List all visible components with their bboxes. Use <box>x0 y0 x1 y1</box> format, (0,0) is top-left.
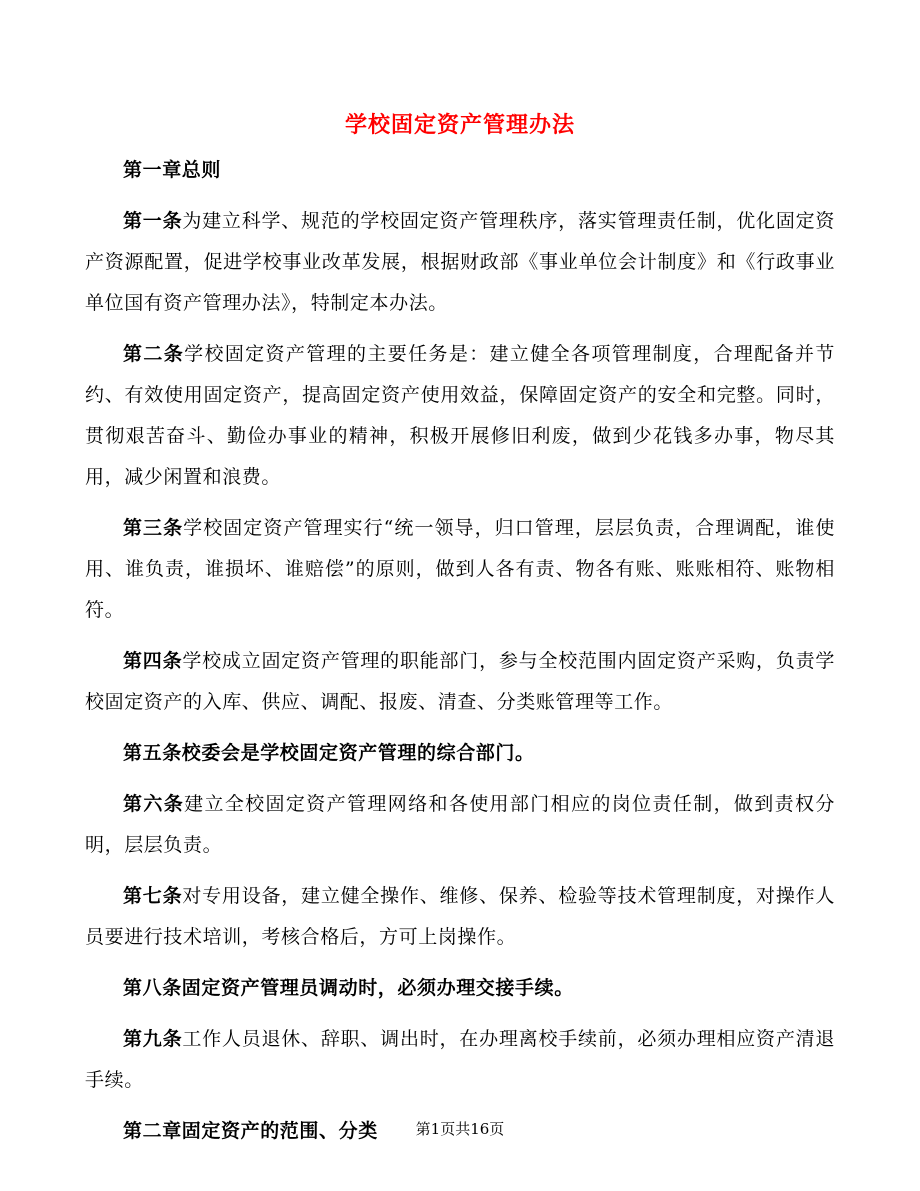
article-text: 为建立科学、规范的学校固定资产管理秩序，落实管理责任制，优化固定资产资源配置，促进学校事业改革发展，根据财政部《事业单位会计制度》和《行政事业单位国有资产管理办法》，特制定本办法。 <box>85 210 835 314</box>
article-text: 学校固定资产管理的主要任务是：建立健全各项管理制度，合理配备并节约、有效使用固定资产，提高固定资产使用效益，保障固定资产的安全和完整。同时，贯彻艰苦奋斗、勤俭办事业的精神，积极开展修旧利废，做到少花钱多办事，物尽其用，减少闲置和浪费。 <box>85 343 835 488</box>
article-label: 第七条 <box>123 885 183 907</box>
article-4 <box>85 641 835 723</box>
article-label: 第六条 <box>123 793 185 815</box>
article-text: 对专用设备，建立健全操作、维修、保养、检验等技术管理制度，对操作人员要进行技术培训，考核合格后，方可上岗操作。 <box>85 885 835 948</box>
article-2 <box>85 334 835 498</box>
article-9 <box>85 1019 835 1101</box>
article-label: 第二条 <box>123 343 185 365</box>
article-label: 第九条 <box>123 1028 183 1050</box>
article-text: 建立全校固定资产管理网络和各使用部门相应的岗位责任制，做到责权分明，层层负责。 <box>85 793 835 856</box>
article-5 <box>85 733 835 774</box>
article-text: 第五条校委会是学校固定资产管理的综合部门。 <box>123 742 535 764</box>
article-6 <box>85 784 835 866</box>
article-3 <box>85 508 835 631</box>
article-7 <box>85 876 835 958</box>
document-title: 学校固定资产管理办法 <box>344 112 575 138</box>
article-text: 第八条固定资产管理员调动时，必须办理交接手续。 <box>123 977 574 999</box>
page-footer: 第1页共16页 <box>415 1120 505 1138</box>
document-body <box>85 150 835 1162</box>
article-text: 工作人员退休、辞职、调出时，在办理离校手续前，必须办理相应资产清退手续。 <box>85 1028 835 1091</box>
article-label: 第一条 <box>123 210 183 232</box>
article-1 <box>85 201 835 324</box>
chapter-heading-2: 第二章固定资产的范围、分类 <box>123 1120 378 1142</box>
article-8 <box>85 968 835 1009</box>
article-text: 学校固定资产管理实行“统一领导，归口管理，层层负责，合理调配，谁使用、谁负责，谁损坏、谁赔偿”的原则，做到人各有责、物各有账、账账相符、账物相符。 <box>85 517 835 621</box>
chapter-heading-1: 第一章总则 <box>123 159 222 181</box>
article-label: 第三条 <box>123 517 184 539</box>
article-label: 第四条 <box>123 650 183 672</box>
article-text: 学校成立固定资产管理的职能部门，参与全校范围内固定资产采购，负责学校固定资产的入库、供应、调配、报废、清查、分类账管理等工作。 <box>85 650 835 713</box>
